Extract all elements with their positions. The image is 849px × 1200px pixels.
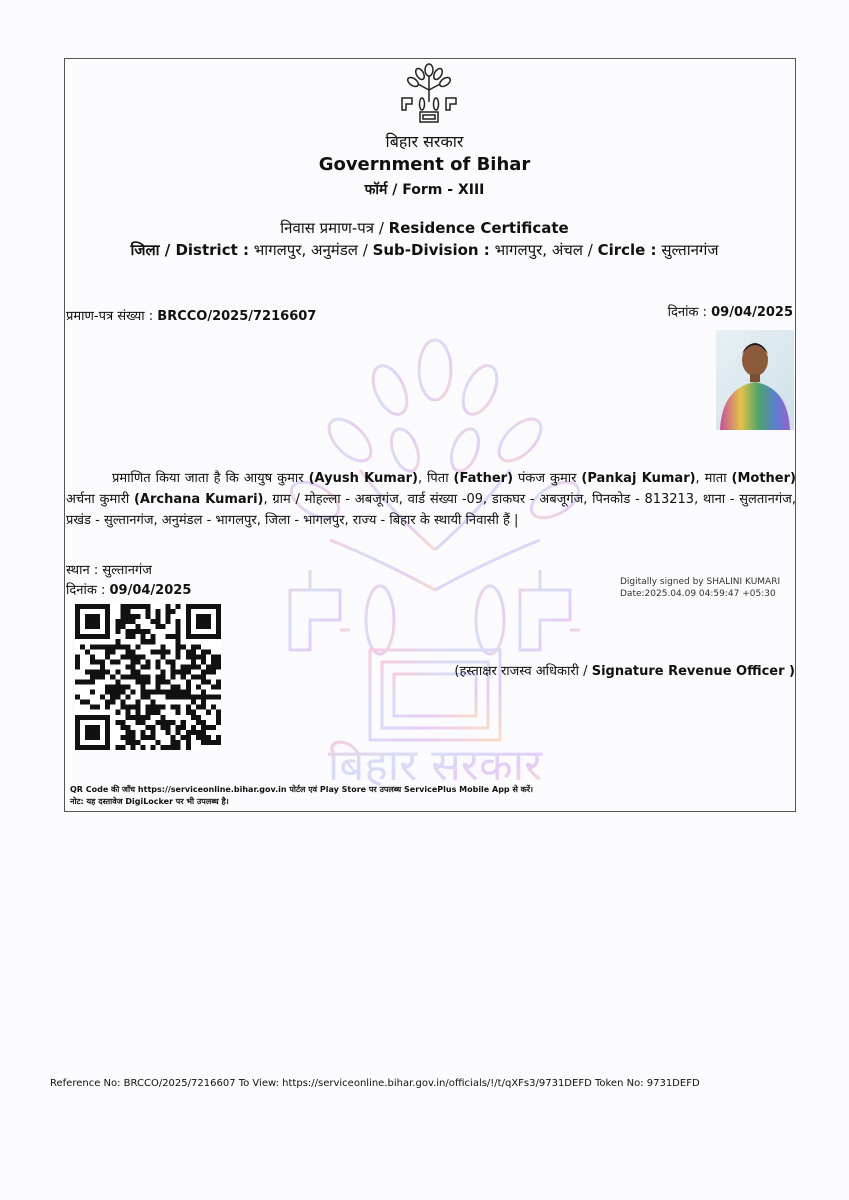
- issue-date-label: दिनांक :: [667, 305, 707, 320]
- father-name-hindi: पंकज कुमार: [518, 471, 577, 486]
- circle-value: सुल्तानगंज: [661, 241, 719, 259]
- qr-note-line1: QR Code की जाँच https://serviceonline.bihar.gov.in पोर्टल एवं Play Store पर उपलब्ध ServicePlus Mobile App से करें।: [70, 785, 534, 794]
- certificate-number: [66, 306, 316, 324]
- cert-title-hindi: निवास प्रमाण-पत्र /: [280, 219, 384, 237]
- signature-english: Signature Revenue Officer ): [591, 664, 795, 679]
- place-value: सुल्तानगंज: [102, 563, 152, 578]
- body-intro: प्रमाणित किया जाता है कि आयुष कुमार: [112, 471, 304, 486]
- form-number: फॉर्म / Form - XIII: [364, 182, 485, 198]
- issue-date-value: 09/04/2025: [711, 305, 793, 320]
- gov-hindi-title: बिहार सरकार: [385, 132, 464, 151]
- digital-signature-name: Digitally signed by SHALINI KUMARI: [620, 577, 781, 587]
- cert-no-label: प्रमाण-पत्र संख्या :: [66, 309, 154, 324]
- qr-note-line2: नोट: यह दस्तावेज DigiLocker पर भी उपलब्ध है।: [70, 797, 229, 806]
- place: [66, 560, 152, 578]
- certificate-body: [66, 468, 796, 531]
- body-address: , ग्राम / मोहल्ला - अबजूगंज, वार्ड संख्या -09, डाकघर - अबजूगंज, पिनकोड - 813213, थाना - सुलतानगंज, प्रखंड - सुल्तानगंज, अनुमंडल - भागलपुर, जिला - भागलपुर, राज्य - बिहार के स्थायी निवासी हैं |: [66, 492, 796, 528]
- digital-signature-date: Date:2025.04.09 04:59:47 +05:30: [620, 589, 776, 599]
- bottom-date: [66, 580, 191, 598]
- watermark-text: बिहार सरकार: [327, 740, 543, 790]
- cert-title-english: Residence Certificate: [388, 219, 569, 237]
- body-father-prefix: , पिता: [417, 471, 449, 486]
- signature-hindi: (हस्ताक्षर राजस्व अधिकारी /: [454, 664, 588, 679]
- place-label: स्थान :: [66, 563, 99, 578]
- certificate-title: [0, 218, 849, 238]
- mother-name-english: (Archana Kumari): [133, 492, 264, 507]
- subdivision-label: Sub-Division :: [372, 241, 490, 259]
- signature-label: [454, 661, 795, 679]
- mother-label: (Mother): [731, 471, 796, 486]
- mother-name-hindi: अर्चना कुमारी: [66, 492, 130, 507]
- district-label: जिला / District :: [130, 241, 249, 259]
- bottom-date-label: दिनांक :: [66, 583, 106, 598]
- bihar-emblem-watermark: [270, 330, 600, 790]
- applicant-name-english: (Ayush Kumar): [308, 471, 418, 486]
- subdivision-value: भागलपुर, अंचल /: [494, 241, 593, 259]
- applicant-photo: [716, 330, 794, 430]
- qr-note: [70, 784, 533, 808]
- district-value: भागलपुर, अनुमंडल /: [253, 241, 368, 259]
- circle-label: Circle :: [597, 241, 657, 259]
- body-mother-prefix: , माता: [695, 471, 727, 486]
- reference-footer: Reference No: BRCCO/2025/7216607 To View: https://serviceonline.bihar.gov.in/officials/!/t/qXFs3/9731DEFD Token No: 9731DEFD: [50, 1078, 700, 1089]
- district-line: [0, 240, 849, 260]
- issue-date: [668, 302, 793, 320]
- digital-signature: [620, 576, 780, 600]
- bihar-emblem-logo: [398, 62, 460, 124]
- bottom-date-value: 09/04/2025: [109, 583, 192, 598]
- father-name-english: (Pankaj Kumar): [581, 471, 696, 486]
- gov-english-title: Government of Bihar: [318, 154, 531, 175]
- qr-code[interactable]: [75, 604, 221, 750]
- father-label: (Father): [453, 471, 514, 486]
- cert-no-value: BRCCO/2025/7216607: [157, 309, 317, 324]
